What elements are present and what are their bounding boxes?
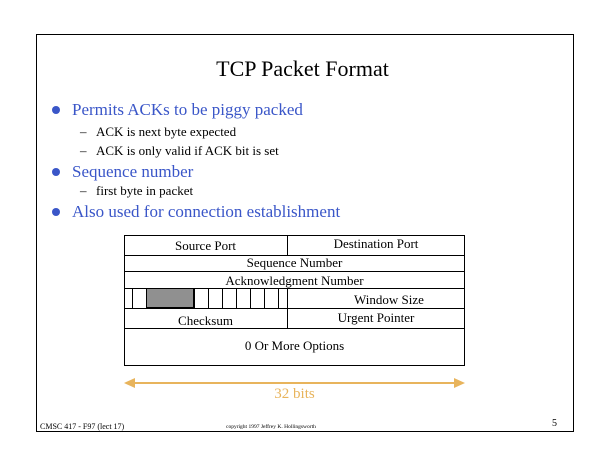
flag-bit-divider (236, 288, 237, 308)
bullet-text: Permits ACKs to be piggy packed (72, 100, 303, 119)
row-border (124, 365, 465, 366)
width-label: 32 bits (274, 386, 315, 402)
flag-bit-divider (222, 288, 223, 308)
sub-bullet-text: ACK is only valid if ACK bit is set (96, 143, 279, 158)
options-field: 0 Or More Options (244, 338, 345, 353)
window-size-field: Window Size (354, 292, 424, 307)
field-divider (194, 288, 195, 308)
sequence-number-field: Sequence Number (246, 255, 343, 270)
shaded-reserved-field (146, 288, 194, 308)
flag-bit-divider (208, 288, 209, 308)
bullet-text: Sequence number (72, 162, 194, 181)
footer-course: CMSC 417 - F97 (lect 17) (40, 422, 125, 431)
slide-title: TCP Packet Format (216, 56, 389, 81)
source-port-field: Source Port (174, 238, 237, 253)
tcp-header-diagram (124, 235, 465, 366)
slide-frame (36, 34, 574, 432)
dash-icon: – (80, 183, 87, 198)
bullet-text: Also used for connection establishment (72, 202, 341, 221)
flag-bit-divider (264, 288, 265, 308)
footer-copyright: copyright 1997 Jeffrey K. Hollingsworth (226, 424, 316, 430)
flag-bit-divider (278, 288, 279, 308)
sub-bullet-text: ACK is next byte expected (96, 124, 237, 139)
checksum-field: Checksum (178, 313, 233, 328)
bullet-dot-icon (52, 106, 60, 114)
bullet-dot-icon (52, 208, 60, 216)
urgent-pointer-field: Urgent Pointer (337, 310, 415, 325)
dash-icon: – (80, 124, 87, 139)
page-number: 5 (552, 418, 557, 429)
destination-port-field: Destination Port (333, 236, 419, 251)
bullet-dot-icon (52, 168, 60, 176)
row-border (124, 308, 465, 309)
flag-bit-divider (250, 288, 251, 308)
acknowledgment-number-field: Acknowledgment Number (225, 273, 364, 288)
dash-icon: – (80, 143, 87, 158)
field-divider (132, 288, 133, 308)
sub-bullet-text: first byte in packet (96, 183, 194, 198)
row-border (124, 271, 465, 272)
